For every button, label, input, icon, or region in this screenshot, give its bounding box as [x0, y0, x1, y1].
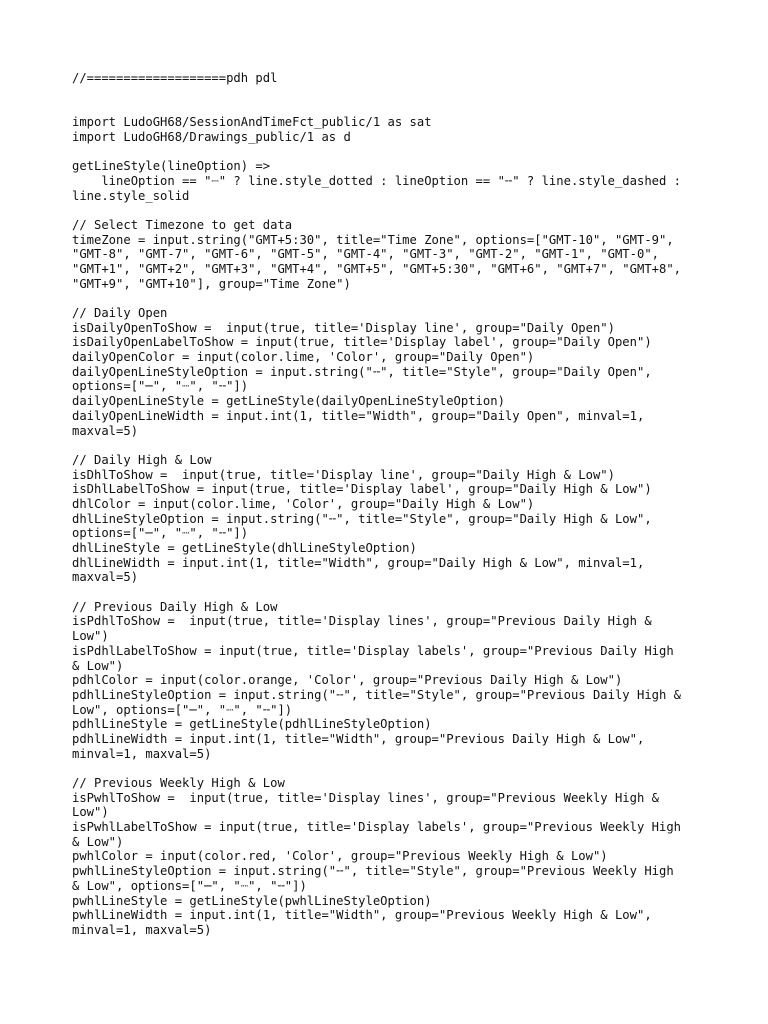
code-line: & Low")	[72, 658, 124, 673]
code-line: isDailyOpenToShow = input(true, title='Display line', group="Daily Open")	[72, 320, 615, 335]
code-line: // Daily High & Low	[72, 452, 212, 467]
code-line: pdhlLineStyleOption = input.string("╌", title="Style", group="Previous Daily High &	[72, 687, 682, 702]
code-line: maxval=5)	[72, 570, 139, 585]
code-line: dailyOpenColor = input(color.lime, 'Color', group="Daily Open")	[72, 350, 535, 365]
code-line: "GMT+1", "GMT+2", "GMT+3", "GMT+4", "GMT+5", "GMT+5:30", "GMT+6", "GMT+7", "GMT+8",	[72, 261, 682, 276]
code-line: & Low")	[72, 834, 124, 849]
code-line	[72, 203, 712, 218]
code-line	[72, 438, 712, 453]
code-line: dailyOpenLineStyle = getLineStyle(dailyOpenLineStyleOption)	[72, 394, 505, 409]
code-line: pwhlLineWidth = input.int(1, title="Width", group="Previous Weekly High & Low",	[72, 908, 652, 923]
code-line: lineOption == "┈" ? line.style_dotted : lineOption == "╌" ? line.style_dashed :	[72, 173, 682, 188]
code-line	[72, 100, 712, 115]
code-line: Low")	[72, 629, 109, 644]
code-line: //===================pdh pdl	[72, 71, 278, 85]
code-line: dhlLineStyleOption = input.string("╌", title="Style", group="Daily High & Low",	[72, 511, 652, 526]
code-line: maxval=5)	[72, 423, 139, 438]
code-line: isPdhlLabelToShow = input(true, title='Display labels', group="Previous Daily High	[72, 643, 674, 658]
code-line: Low")	[72, 805, 109, 820]
code-line: options=["─", "┈", "╌"])	[72, 379, 249, 394]
code-line: options=["─", "┈", "╌"])	[72, 526, 249, 541]
code-line: dhlLineStyle = getLineStyle(dhlLineStyleOption)	[72, 541, 417, 555]
code-line: isDhlLabelToShow = input(true, title='Display label', group="Daily High & Low")	[72, 482, 652, 497]
code-line	[72, 291, 712, 306]
code-line: // Previous Daily High & Low	[72, 599, 278, 614]
code-line: // Daily Open	[72, 306, 168, 320]
code-line: // Previous Weekly High & Low	[72, 776, 285, 790]
code-line	[72, 761, 712, 776]
code-line: // Select Timezone to get data	[72, 217, 293, 232]
code-line	[72, 585, 712, 600]
code-line: getLineStyle(lineOption) =>	[72, 159, 271, 174]
code-line: pdhlLineWidth = input.int(1, title="Width", group="Previous Daily High & Low",	[72, 731, 645, 746]
code-line: dhlColor = input(color.lime, 'Color', group="Daily High & Low")	[72, 496, 535, 511]
code-line: isPdhlToShow = input(true, title='Display lines', group="Previous Daily High &	[72, 614, 652, 629]
code-line	[72, 144, 712, 159]
code-line: pdhlColor = input(color.orange, 'Color', group="Previous Daily High & Low")	[72, 673, 623, 688]
code-line: isDhlToShow = input(true, title='Display line', group="Daily High & Low")	[72, 467, 615, 482]
code-line: minval=1, maxval=5)	[72, 922, 212, 937]
code-line: Low", options=["─", "┈", "╌"])	[72, 702, 293, 717]
code-line: isPwhlLabelToShow = input(true, title='Display labels', group="Previous Weekly High	[72, 820, 682, 835]
code-line: line.style_solid	[72, 188, 190, 203]
code-body	[72, 71, 712, 938]
code-line: pwhlLineStyle = getLineStyle(pwhlLineStyleOption)	[72, 893, 432, 908]
code-line: isDailyOpenLabelToShow = input(true, title='Display label', group="Daily Open")	[72, 335, 652, 350]
code-line: & Low", options=["─", "┈", "╌"])	[72, 878, 307, 893]
code-line: minval=1, maxval=5)	[72, 746, 212, 761]
code-line: pwhlColor = input(color.red, 'Color', group="Previous Weekly High & Low")	[72, 849, 608, 864]
code-line: pdhlLineStyle = getLineStyle(pdhlLineStyleOption)	[72, 717, 432, 732]
code-document	[72, 71, 712, 938]
code-line: dailyOpenLineWidth = input.int(1, title="Width", group="Daily Open", minval=1,	[72, 408, 645, 423]
code-line: import LudoGH68/Drawings_public/1 as d	[72, 129, 351, 144]
code-line: pwhlLineStyleOption = input.string("╌", title="Style", group="Previous Weekly High	[72, 864, 674, 879]
code-line: import LudoGH68/SessionAndTimeFct_public/1 as sat	[72, 115, 432, 130]
code-line: dhlLineWidth = input.int(1, title="Width", group="Daily High & Low", minval=1,	[72, 555, 645, 570]
code-line: "GMT+9", "GMT+10"], group="Time Zone")	[72, 276, 351, 291]
code-line: "GMT-8", "GMT-7", "GMT-6", "GMT-5", "GMT-4", "GMT-3", "GMT-2", "GMT-1", "GMT-0",	[72, 247, 659, 262]
code-line	[72, 86, 712, 101]
code-line: dailyOpenLineStyleOption = input.string("╌", title="Style", group="Daily Open",	[72, 364, 652, 379]
code-line: timeZone = input.string("GMT+5:30", title="Time Zone", options=["GMT-10", "GMT-9",	[72, 232, 674, 247]
code-line: isPwhlToShow = input(true, title='Display lines', group="Previous Weekly High &	[72, 790, 659, 805]
